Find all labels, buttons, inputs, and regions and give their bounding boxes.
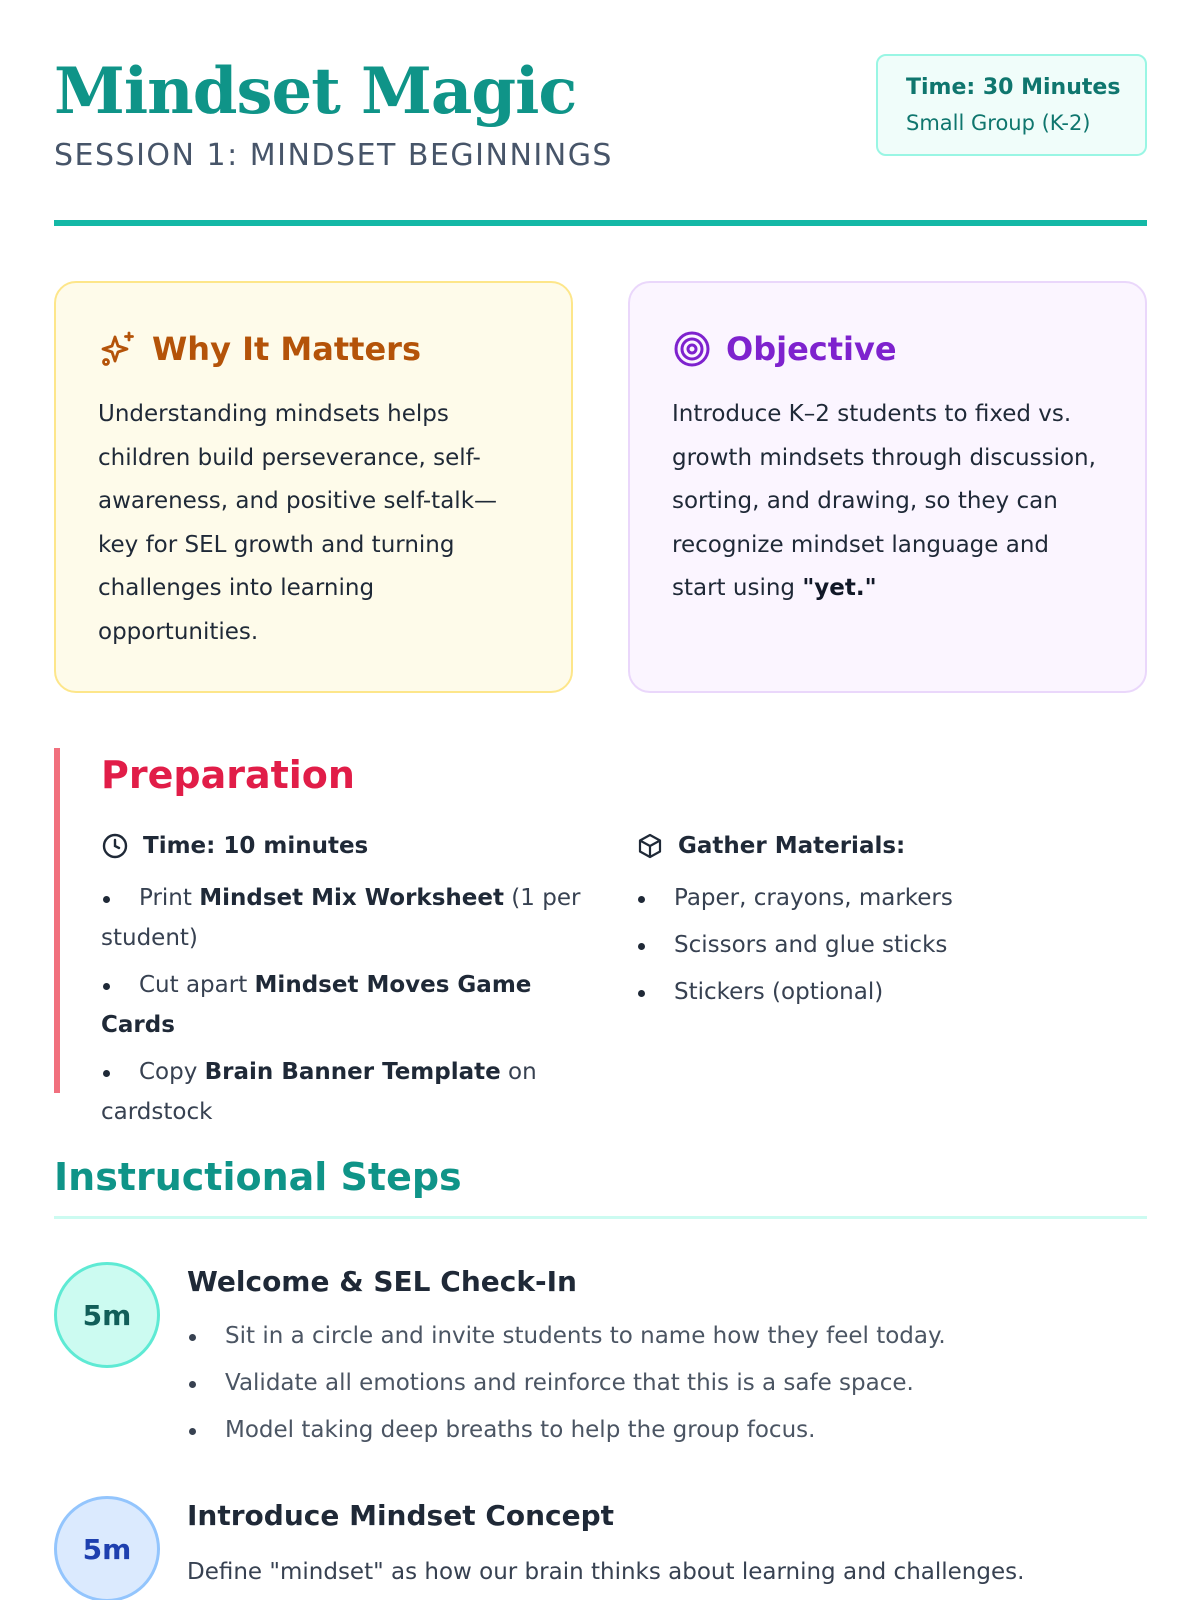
header-divider xyxy=(54,220,1147,226)
why-heading: Why It Matters xyxy=(152,330,421,368)
list-item: Sit in a circle and invite students to name how they feel today. xyxy=(187,1316,1137,1356)
task-text: Copy xyxy=(139,1059,205,1085)
why-heading-row xyxy=(98,329,531,369)
steps-heading: Instructional Steps xyxy=(54,1155,462,1199)
prep-materials-column xyxy=(636,830,1136,1019)
prep-materials-row xyxy=(636,830,1136,862)
prep-task-list xyxy=(101,878,611,1132)
duration-badge: 5m xyxy=(54,1496,160,1600)
preparation-accent-bar xyxy=(54,748,60,1093)
objective-emphasis: "yet." xyxy=(802,575,877,601)
prep-tasks-column xyxy=(101,830,611,1139)
step-body xyxy=(187,1262,1137,1457)
objective-heading-row xyxy=(672,329,1105,369)
sparkle-icon xyxy=(98,329,138,369)
page-title: Mindset Magic xyxy=(54,54,577,129)
duration-badge: 5m xyxy=(54,1262,160,1368)
list-item xyxy=(101,878,611,958)
materials-list xyxy=(636,878,1136,1012)
task-text: on cardstock xyxy=(101,1059,537,1125)
task-text: Print xyxy=(139,885,200,911)
group-size: Small Group (K-2) xyxy=(906,111,1091,135)
session-subtitle: SESSION 1: MINDSET BEGINNINGS xyxy=(54,138,613,173)
step-points xyxy=(187,1316,1137,1450)
step-title: Introduce Mindset Concept xyxy=(187,1499,615,1532)
why-it-matters-card xyxy=(54,281,573,693)
list-item xyxy=(101,1052,611,1132)
task-text: Cut apart xyxy=(139,972,255,998)
step-title: Welcome & SEL Check-In xyxy=(187,1265,577,1298)
steps-divider xyxy=(54,1216,1147,1219)
list-item: Validate all emotions and reinforce that this is a safe space. xyxy=(187,1363,1137,1403)
step-body xyxy=(187,1496,1137,1592)
objective-text-main: Introduce K–2 students to fixed vs. growth mindsets through discussion, sorting, and drawing, so they can recognize mindset language and start using xyxy=(672,401,1096,601)
objective-card xyxy=(628,281,1147,693)
list-item: Stickers (optional) xyxy=(636,972,1136,1012)
lesson-page xyxy=(54,0,1147,1600)
step-description: Define "mindset" as how our brain thinks about learning and challenges. xyxy=(187,1559,1025,1585)
prep-time-row xyxy=(101,830,611,862)
preparation-heading: Preparation xyxy=(101,753,355,797)
list-item: Scissors and glue sticks xyxy=(636,925,1136,965)
list-item xyxy=(101,965,611,1045)
prep-materials-label: Gather Materials: xyxy=(678,833,906,859)
task-resource: Mindset Moves Game Cards xyxy=(101,972,532,1038)
session-time: Time: 30 Minutes xyxy=(906,75,1121,100)
list-item: Model taking deep breaths to help the group focus. xyxy=(187,1410,1137,1450)
prep-time-label: Time: 10 minutes xyxy=(143,833,369,859)
task-text: (1 per student) xyxy=(101,885,581,951)
target-icon xyxy=(672,329,712,369)
header xyxy=(54,52,1147,177)
clock-icon xyxy=(101,832,129,860)
time-badge xyxy=(876,54,1147,156)
list-item: Paper, crayons, markers xyxy=(636,878,1136,918)
box-icon xyxy=(636,832,664,860)
objective-text xyxy=(672,393,1105,611)
task-resource: Brain Banner Template xyxy=(204,1059,501,1085)
task-resource: Mindset Mix Worksheet xyxy=(199,885,504,911)
objective-heading: Objective xyxy=(726,330,897,368)
preparation-section xyxy=(54,748,1147,1125)
why-text: Understanding mindsets helps children build perseverance, self-awareness, and positive self-talk—key for SEL growth and turning challenges into learning opportunities. xyxy=(98,401,498,645)
